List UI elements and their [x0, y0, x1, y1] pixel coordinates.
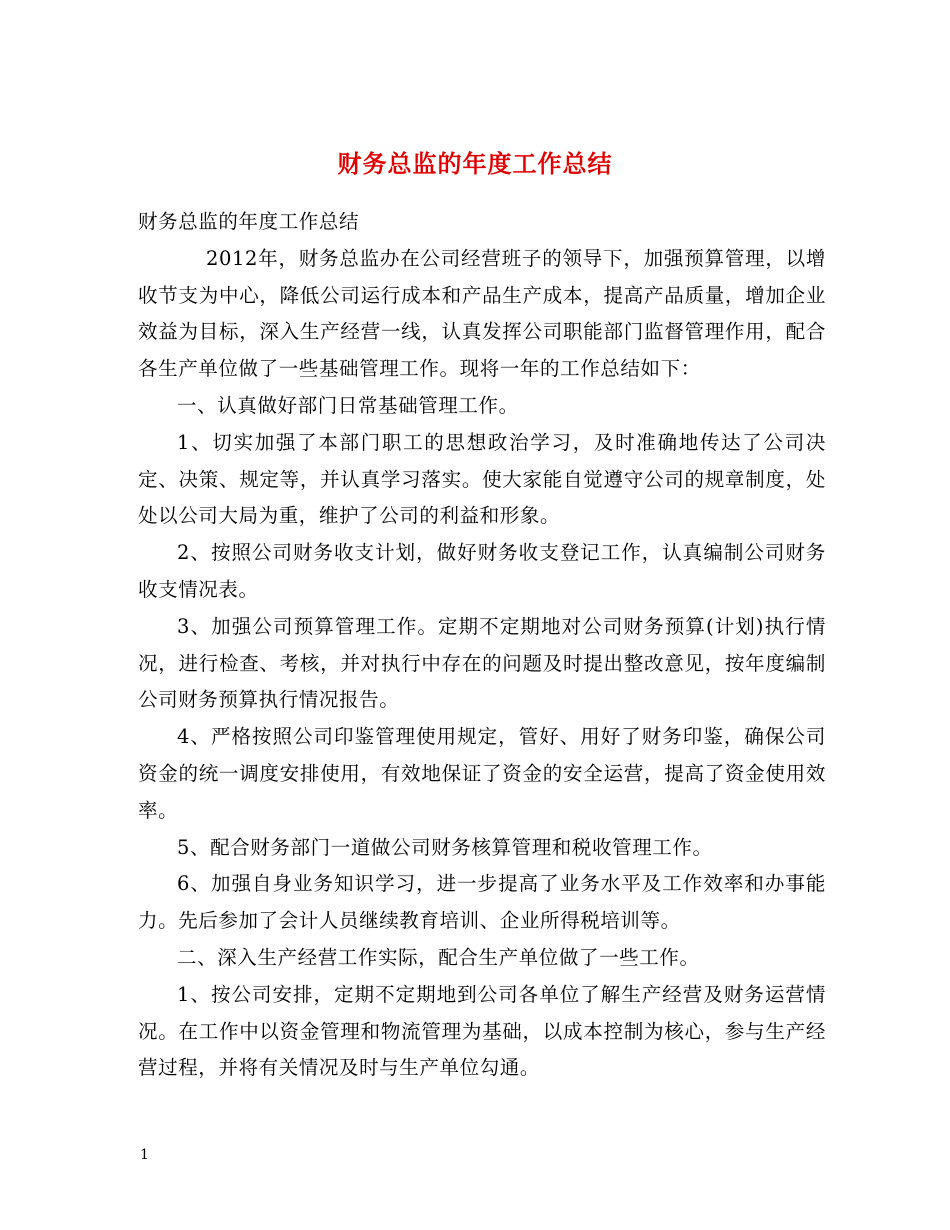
paragraph-item: 4、严格按照公司印鉴管理使用规定，管好、用好了财务印鉴，确保公司资金的统一调度安排使用，有效地保证了资金的安全运营，提高了资金使用效率。 [138, 725, 826, 822]
document-body [138, 204, 826, 1087]
section-heading-2: 二、深入生产经营工作实际，配合生产单位做了一些工作。 [177, 945, 700, 969]
paragraph-item: 1、切实加强了本部门职工的思想政治学习，及时准确地传达了公司决定、决策、规定等，并认真学习落实。使大家能自觉遵守公司的规章制度，处处以公司大局为重，维护了公司的利益和形象。 [138, 430, 826, 528]
paragraph-item: 6、加强自身业务知识学习，进一步提高了业务水平及工作效率和办事能力。先后参加了会计人员继续教育培训、企业所得税培训等。 [138, 872, 826, 933]
section-heading-1: 一、认真做好部门日常基础管理工作。 [177, 393, 519, 417]
document-subtitle: 财务总监的年度工作总结 [138, 210, 360, 233]
document-title: 财务总监的年度工作总结 [337, 150, 613, 179]
paragraph-item: 1、按公司安排，定期不定期地到公司各单位了解生产经营及财务运营情况。在工作中以资金管理和物流管理为基础，以成本控制为核心，参与生产经营过程，并将有关情况及时与生产单位勾通。 [138, 982, 826, 1080]
paragraph-item: 5、配合财务部门一道做公司财务核算管理和税收管理工作。 [177, 835, 713, 859]
intro-paragraph: 2012年，财务总监办在公司经营班子的领导下，加强预算管理，以增收节支为中心，降低公司运行成本和产品生产成本，提高产品质量，增加企业效益为目标，深入生产经营一线，认真发挥公司职能部门监督管理作用，配合各生产单位做了一些基础管理工作。现将一年的工作总结如下： [138, 246, 826, 381]
paragraph-item: 3、加强公司预算管理工作。定期不定期地对公司财务预算(计划)执行情况，进行检查、考核，并对执行中存在的问题及时提出整改意见，按年度编制公司财务预算执行情况报告。 [138, 614, 826, 712]
page-number: 1 [140, 1147, 149, 1163]
paragraph-item: 2、按照公司财务收支计划，做好财务收支登记工作，认真编制公司财务收支情况表。 [138, 541, 826, 601]
